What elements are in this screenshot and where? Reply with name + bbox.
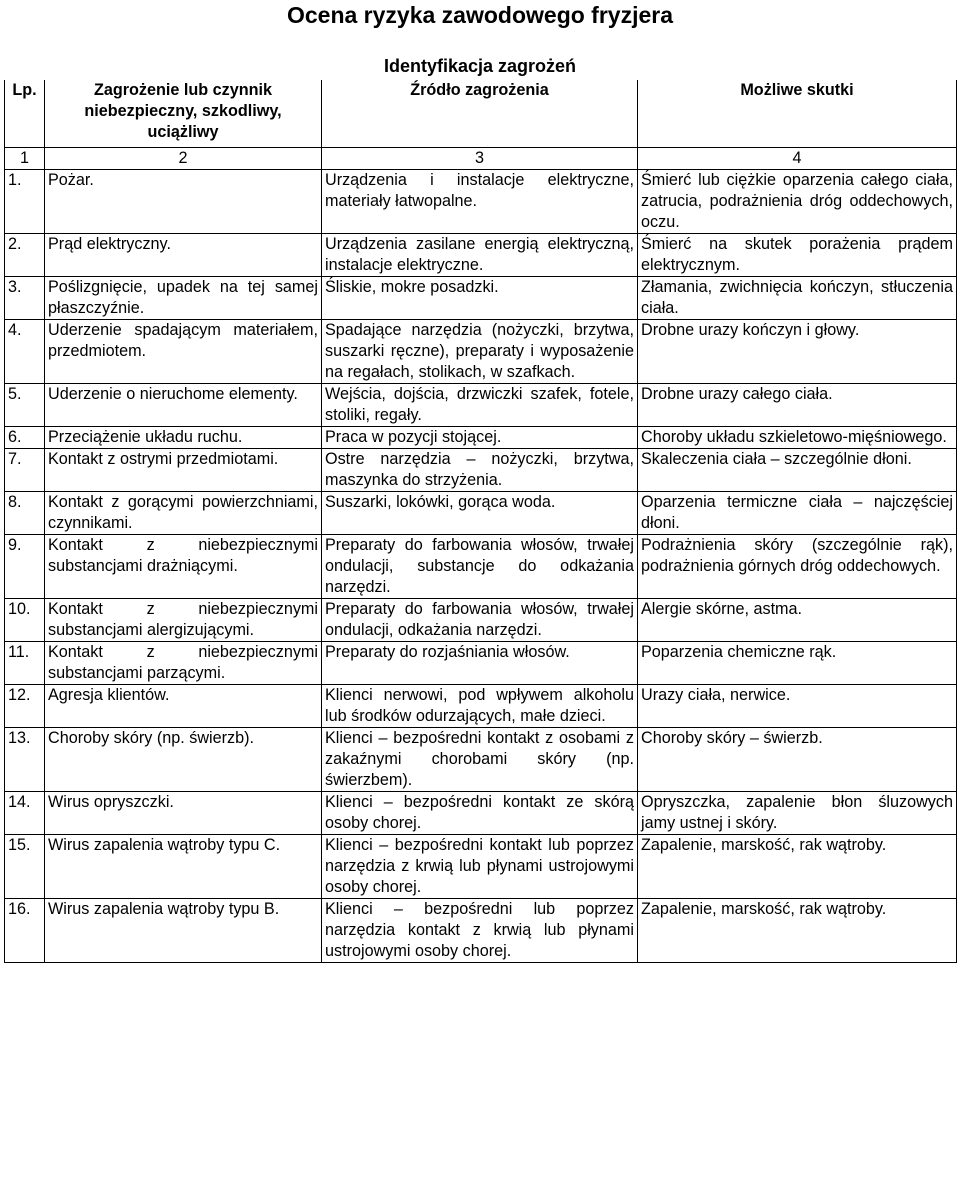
risk-table xyxy=(4,80,957,963)
source-cell: Preparaty do rozjaśniania włosów. xyxy=(322,642,638,685)
source-cell: Preparaty do farbowania włosów, trwałej ondulacji, substancje do odkażania narzędzi. xyxy=(322,535,638,599)
table-row xyxy=(5,320,957,384)
hazard-cell: Kontakt z gorącymi powierzchniami, czynnikami. xyxy=(45,492,322,535)
effects-cell: Opryszczka, zapalenie błon śluzowych jamy ustnej i skóry. xyxy=(638,792,957,835)
source-cell: Klienci – bezpośredni kontakt z osobami z zakaźnymi chorobami skóry (np. świerzbem). xyxy=(322,728,638,792)
effects-cell: Złamania, zwichnięcia kończyn, stłuczenia ciała. xyxy=(638,277,957,320)
header-hazard: Zagrożenie lub czynnik niebezpieczny, szkodliwy, uciążliwy xyxy=(45,80,322,148)
source-cell: Urządzenia i instalacje elektryczne, materiały łatwopalne. xyxy=(322,170,638,234)
hazard-cell: Pożar. xyxy=(45,170,322,234)
row-number: 1. xyxy=(5,170,45,234)
row-number: 14. xyxy=(5,792,45,835)
table-row xyxy=(5,449,957,492)
source-cell: Praca w pozycji stojącej. xyxy=(322,427,638,449)
row-number: 5. xyxy=(5,384,45,427)
effects-cell: Śmierć lub ciężkie oparzenia całego ciała, zatrucia, podrażnienia dróg oddechowych, oczu. xyxy=(638,170,957,234)
row-number: 2. xyxy=(5,234,45,277)
source-cell: Wejścia, dojścia, drzwiczki szafek, fotele, stoliki, regały. xyxy=(322,384,638,427)
column-number-row xyxy=(5,148,957,170)
hazard-cell: Wirus zapalenia wątroby typu B. xyxy=(45,899,322,963)
effects-cell: Drobne urazy kończyn i głowy. xyxy=(638,320,957,384)
row-number: 13. xyxy=(5,728,45,792)
hazard-cell: Poślizgnięcie, upadek na tej samej płaszczyźnie. xyxy=(45,277,322,320)
hazard-cell: Agresja klientów. xyxy=(45,685,322,728)
effects-cell: Zapalenie, marskość, rak wątroby. xyxy=(638,899,957,963)
effects-cell: Alergie skórne, astma. xyxy=(638,599,957,642)
source-cell: Klienci nerwowi, pod wpływem alkoholu lub środków odurzających, małe dzieci. xyxy=(322,685,638,728)
row-number: 12. xyxy=(5,685,45,728)
table-row xyxy=(5,685,957,728)
hazard-cell: Kontakt z niebezpiecznymi substancjami parzącymi. xyxy=(45,642,322,685)
table-row xyxy=(5,728,957,792)
hazard-cell: Choroby skóry (np. świerzb). xyxy=(45,728,322,792)
effects-cell: Zapalenie, marskość, rak wątroby. xyxy=(638,835,957,899)
header-lp: Lp. xyxy=(5,80,45,148)
column-number: 2 xyxy=(45,148,322,170)
row-number: 10. xyxy=(5,599,45,642)
table-row xyxy=(5,899,957,963)
effects-cell: Śmierć na skutek porażenia prądem elektrycznym. xyxy=(638,234,957,277)
hazard-cell: Uderzenie spadającym materiałem, przedmiotem. xyxy=(45,320,322,384)
table-row xyxy=(5,427,957,449)
section-subtitle: Identyfikacja zagrożeń xyxy=(383,56,577,76)
source-cell: Urządzenia zasilane energią elektryczną, instalacje elektryczne. xyxy=(322,234,638,277)
hazard-cell: Uderzenie o nieruchome elementy. xyxy=(45,384,322,427)
table-row xyxy=(5,234,957,277)
hazard-cell: Wirus opryszczki. xyxy=(45,792,322,835)
source-cell: Klienci – bezpośredni kontakt lub poprzez narzędzia z krwią lub płynami ustrojowymi osoby chorej. xyxy=(322,835,638,899)
hazard-cell: Kontakt z ostrymi przedmiotami. xyxy=(45,449,322,492)
table-header-row xyxy=(5,80,957,148)
hazard-cell: Kontakt z niebezpiecznymi substancjami drażniącymi. xyxy=(45,535,322,599)
effects-cell: Podrażnienia skóry (szczególnie rąk), podrażnienia górnych dróg oddechowych. xyxy=(638,535,957,599)
table-row xyxy=(5,535,957,599)
effects-cell: Drobne urazy całego ciała. xyxy=(638,384,957,427)
row-number: 8. xyxy=(5,492,45,535)
hazard-cell: Prąd elektryczny. xyxy=(45,234,322,277)
column-number: 1 xyxy=(5,148,45,170)
table-row xyxy=(5,599,957,642)
table-row xyxy=(5,170,957,234)
table-row xyxy=(5,792,957,835)
column-number: 4 xyxy=(638,148,957,170)
row-number: 7. xyxy=(5,449,45,492)
effects-cell: Urazy ciała, nerwice. xyxy=(638,685,957,728)
row-number: 11. xyxy=(5,642,45,685)
table-row xyxy=(5,492,957,535)
table-row xyxy=(5,277,957,320)
row-number: 4. xyxy=(5,320,45,384)
hazard-cell: Wirus zapalenia wątroby typu C. xyxy=(45,835,322,899)
row-number: 3. xyxy=(5,277,45,320)
effects-cell: Choroby układu szkieletowo-mięśniowego. xyxy=(638,427,957,449)
table-row xyxy=(5,642,957,685)
row-number: 6. xyxy=(5,427,45,449)
effects-cell: Skaleczenia ciała – szczególnie dłoni. xyxy=(638,449,957,492)
source-cell: Suszarki, lokówki, gorąca woda. xyxy=(322,492,638,535)
source-cell: Śliskie, mokre posadzki. xyxy=(322,277,638,320)
header-effects: Możliwe skutki xyxy=(638,80,957,148)
table-row xyxy=(5,384,957,427)
row-number: 16. xyxy=(5,899,45,963)
source-cell: Spadające narzędzia (nożyczki, brzytwa, suszarki ręczne), preparaty i wyposażenie na regałach, stolikach, w szafkach. xyxy=(322,320,638,384)
source-cell: Klienci – bezpośredni kontakt ze skórą osoby chorej. xyxy=(322,792,638,835)
column-number: 3 xyxy=(322,148,638,170)
effects-cell: Poparzenia chemiczne rąk. xyxy=(638,642,957,685)
effects-cell: Oparzenia termiczne ciała – najczęściej dłoni. xyxy=(638,492,957,535)
source-cell: Ostre narzędzia – nożyczki, brzytwa, maszynka do strzyżenia. xyxy=(322,449,638,492)
table-row xyxy=(5,835,957,899)
header-source: Źródło zagrożenia xyxy=(322,80,638,148)
row-number: 9. xyxy=(5,535,45,599)
source-cell: Preparaty do farbowania włosów, trwałej ondulacji, odkażania narzędzi. xyxy=(322,599,638,642)
hazard-cell: Kontakt z niebezpiecznymi substancjami alergizującymi. xyxy=(45,599,322,642)
source-cell: Klienci – bezpośredni lub poprzez narzędzia kontakt z krwią lub płynami ustrojowymi osoby chorej. xyxy=(322,899,638,963)
row-number: 15. xyxy=(5,835,45,899)
hazard-cell: Przeciążenie układu ruchu. xyxy=(45,427,322,449)
effects-cell: Choroby skóry – świerzb. xyxy=(638,728,957,792)
document-title: Ocena ryzyka zawodowego fryzjera xyxy=(286,2,674,28)
